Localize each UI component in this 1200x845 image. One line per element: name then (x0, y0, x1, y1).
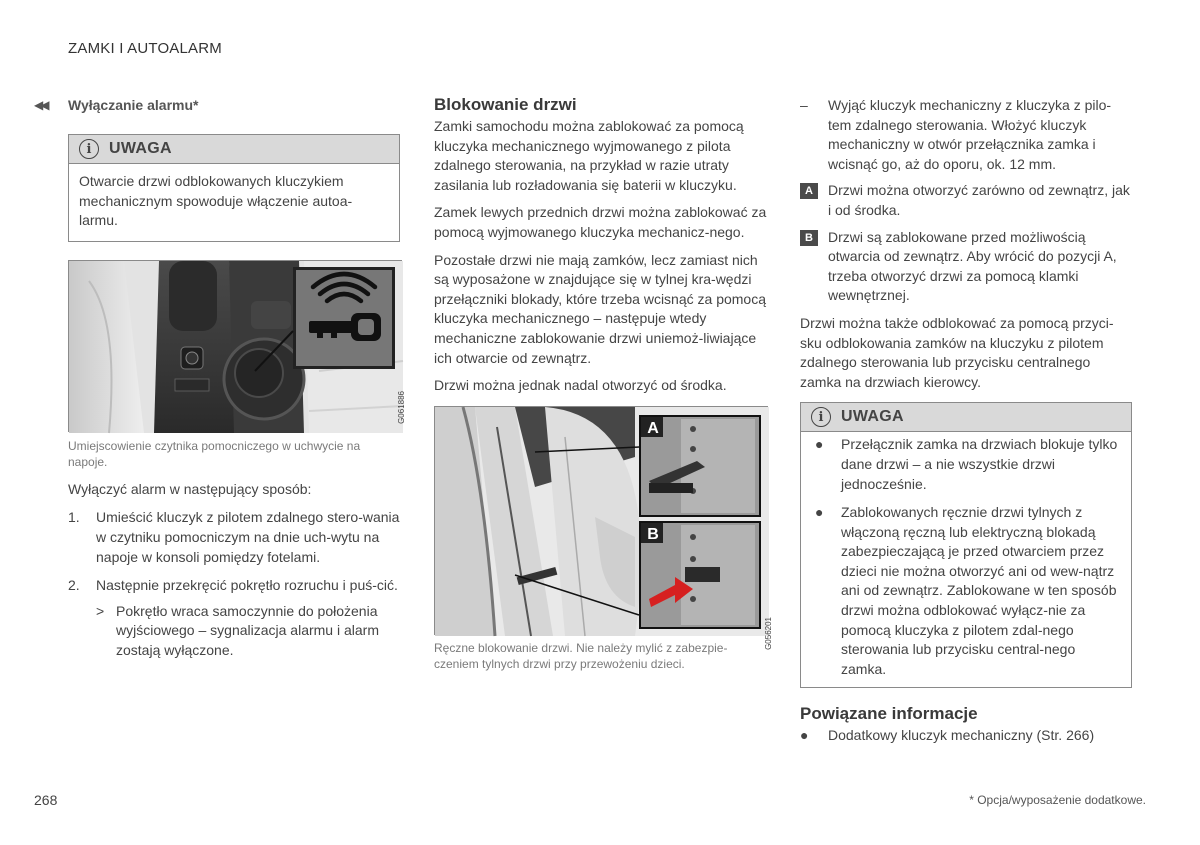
figure-cupholder-reader (68, 260, 406, 432)
footnote: * Opcja/wyposażenie dodatkowe. (969, 793, 1146, 807)
note-body (801, 432, 1131, 687)
info-icon: i (811, 407, 831, 427)
note-box (800, 402, 1132, 688)
bullet-icon: ● (800, 727, 809, 744)
note-title: UWAGA (109, 140, 172, 157)
column-1 (34, 94, 406, 661)
paragraph: Pozostałe drzwi nie mają zamków, lecz zamiast nich są wyposażone w znajdujące się w tylnej kra-wędzi przełączniki blokady, które trzeba wcisnąć za pomocą kluczyka mechanicznego – następuje wtedy mechaniczne zablokowanie drzwi uniemoż-liwiające ich otwarcie od zewnątrz. (434, 251, 767, 366)
related-link[interactable]: ● Dodatkowy kluczyk mechaniczny (Str. 266) (800, 726, 1132, 746)
label-a-badge: A (647, 419, 659, 437)
section-title: Blokowanie drzwi (434, 95, 577, 114)
step-item: 1. Umieścić kluczyk z pilotem zdalnego stero-wania w czytniku pomocniczym na dnie uch-wytu na napoje w konsoli pomiędzy fotelami. (68, 509, 400, 565)
intro-text: Wyłączyć alarm w następujący sposób: (68, 480, 312, 497)
figure-caption: Umiejscowienie czytnika pomocniczego w uchwycie na napoje. (68, 438, 361, 470)
door-lock-illustration (435, 407, 769, 636)
related-title: Powiązane informacje (800, 704, 978, 724)
step-item: 2. Następnie przekręcić pokrętło rozruchu i puś-cić. (68, 577, 398, 594)
result-arrow-icon: > (96, 602, 105, 619)
paragraph: Zamki samochodu można zablokować za pomocą kluczyka mechanicznego wyjmowanego z pilota zdalnego sterowania, na przykład w razie utraty zasilania lub rozładowania się baterii w kluczyku. (434, 118, 744, 193)
sub-step-item: > Pokrętło wraca samoczynnie do położenia wyjściowego – sygnalizacja alarmu i alarm zostają wyłączone. (96, 602, 379, 658)
cupholder-illustration (69, 261, 403, 433)
continuation-arrow-icon: ◀◀ (34, 98, 47, 112)
note-box (68, 134, 400, 242)
info-icon: i (79, 139, 99, 159)
figure-caption: Ręczne blokowanie drzwi. Nie należy mylić z zabezpie-czeniem tylnych drzwi przy przewożeniu dzieci. (434, 640, 728, 672)
column-3 (800, 94, 1132, 746)
position-b-item: B Drzwi są zablokowane przed możliwością otwarcia od zewnątrz. Aby wrócić do pozycji A, trzeba otworzyć drzwi za pomocą klamki wewnętrznej. (800, 228, 1132, 306)
position-a-item: A Drzwi można otworzyć zarówno od zewnątrz, jak i od środka. (800, 181, 1132, 220)
note-header (801, 403, 1131, 432)
paragraph: Zamek lewych przednich drzwi można zablokować za pomocą wyjmowanego kluczyka mechanicz-nego. (434, 204, 767, 240)
paragraph: Drzwi można jednak nadal otworzyć od środka. (434, 377, 727, 394)
note-bullet: ● Zablokowanych ręcznie drzwi tylnych z włączoną ręczną lub elektryczną blokadą zabezpieczającą je przed otwarciem przez dzieci nie można otworzyć ani od wew-nątrz ani od zewnątrz. Zablokowane w ten sposób drzwi można odblokować wyłącz-nie za pomocą kluczyka z pilotem zdal-nego sterowania lub przycisku central-nego zamka. (815, 504, 1117, 677)
figure-code: G056201 (764, 616, 773, 650)
note-title: UWAGA (841, 408, 904, 426)
label-a-badge: A (800, 183, 818, 199)
continuation-title: Wyłączanie alarmu* (68, 97, 199, 113)
continuation-heading (34, 94, 400, 116)
note-bullet: ● Przełącznik zamka na drzwiach blokuje tylko dane drzwi – a nie wszystkie drzwi jednocześnie. (815, 436, 1118, 492)
instruction-item: – Wyjąć kluczyk mechaniczny z kluczyka z pilo-tem zdalnego sterowania. Włożyć kluczyk mechaniczny w otwór przełącznika zamka i wcisnąć go, aż do oporu, ok. 12 mm. (800, 97, 1112, 172)
label-b-badge: B (800, 230, 818, 246)
page-header: ZAMKI I AUTOALARM (68, 40, 222, 57)
page-number: 268 (34, 792, 58, 808)
figure-door-lock (434, 406, 773, 650)
figure-code: G061886 (397, 390, 406, 424)
label-b-badge: B (647, 525, 659, 543)
note-text: Otwarcie drzwi odblokowanych kluczykiem mechanicznym spowoduje włączenie autoa-larmu. (79, 173, 353, 229)
note-header (69, 135, 399, 164)
note-body (69, 164, 399, 241)
paragraph: Drzwi można także odblokować za pomocą przyci-sku odblokowania zamków na kluczyku z pilotem zdalnego sterowania lub przycisku centralnego zamka na drzwiach kierowcy. (800, 314, 1114, 390)
bullet-icon: ● (815, 436, 824, 453)
bullet-icon: ● (815, 504, 824, 521)
column-2 (434, 94, 773, 673)
